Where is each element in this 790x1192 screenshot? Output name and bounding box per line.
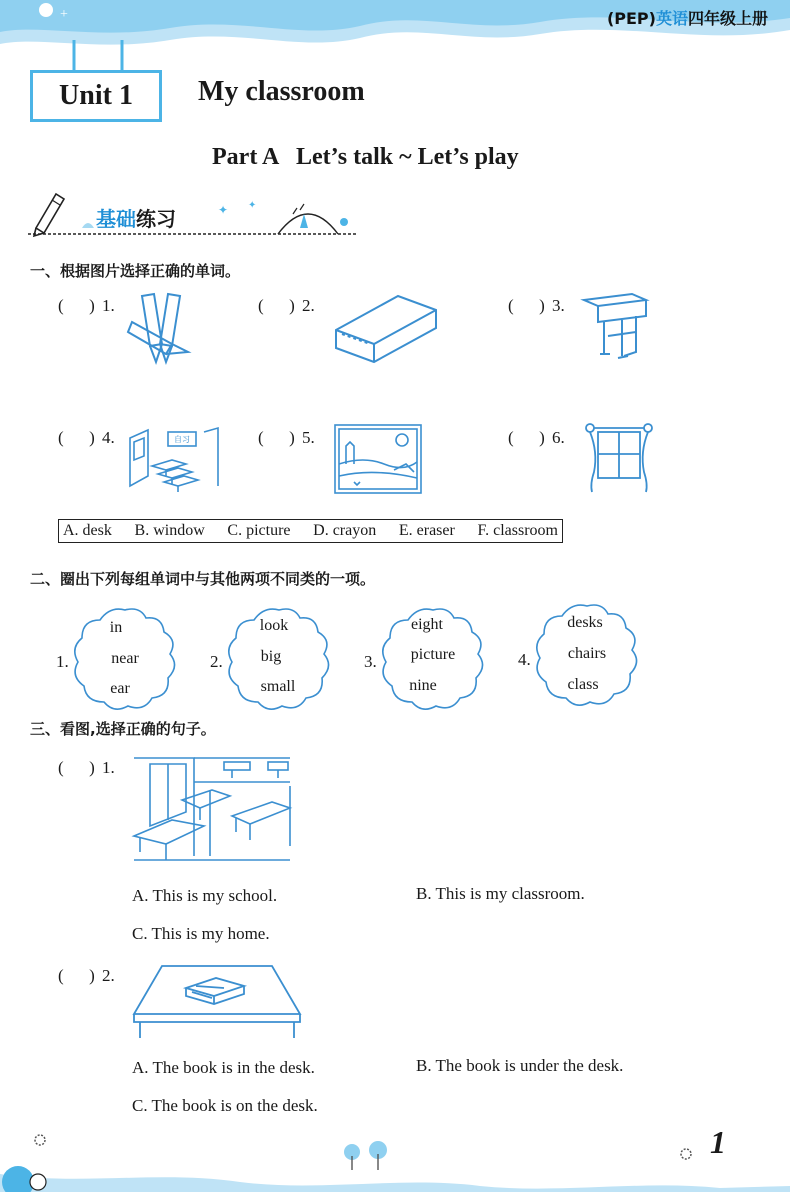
q2-word[interactable]: nine <box>409 677 437 694</box>
series-subject: 英语 <box>655 9 688 28</box>
q1-answer-blank-3[interactable]: ( ) <box>508 296 545 315</box>
word-bank <box>58 519 563 543</box>
q1-item-num-2: 2. <box>302 296 315 315</box>
picture-illustration <box>334 424 422 494</box>
page-number: 1 <box>710 1124 726 1160</box>
part-title: Part A Let’s talk ~ Let’s play <box>212 144 519 170</box>
section-title-b: 练习 <box>136 207 176 231</box>
q2-word[interactable]: chairs <box>567 645 607 662</box>
q2-word[interactable]: small <box>260 678 296 695</box>
q1-answer-blank-1[interactable]: ( ) <box>58 296 95 315</box>
section-title-a: 基础 <box>96 207 136 231</box>
q3-heading: 三、看图,选择正确的句子。 <box>30 720 216 738</box>
q3-2-option-b[interactable]: B. The book is under the desk. <box>416 1056 624 1075</box>
q1-item-num-3: 3. <box>552 296 565 315</box>
q3-item-num-1: 1. <box>102 758 115 777</box>
q3-answer-blank-2[interactable]: ( ) <box>58 966 95 985</box>
q2-word-flower-2 <box>224 604 334 714</box>
q1-item-num-5: 5. <box>302 428 315 447</box>
word-bank-option: D. crayon <box>313 522 377 539</box>
q3-1-option-b[interactable]: B. This is my classroom. <box>416 884 585 903</box>
series-grade: 四年级上册 <box>687 9 768 28</box>
q2-word[interactable]: look <box>259 617 289 634</box>
eraser-illustration <box>334 292 438 364</box>
q2-word-flower-3 <box>378 604 488 714</box>
classroom-illustration <box>128 426 220 494</box>
classroom-scene-illustration <box>132 756 292 864</box>
book-on-desk-illustration <box>132 964 302 1040</box>
q2-group-num-4: 4. <box>518 650 531 669</box>
q2-group-num-2: 2. <box>210 652 223 671</box>
q3-item-num-2: 2. <box>102 966 115 985</box>
q2-word[interactable]: in <box>109 619 123 636</box>
section-banner-decoration <box>28 188 358 238</box>
q3-1-option-c[interactable]: C. This is my home. <box>132 924 270 943</box>
tree-icon <box>344 1141 387 1170</box>
svg-text:✦: ✦ <box>218 203 229 217</box>
word-bank-option: B. window <box>134 522 205 539</box>
q2-word[interactable]: eight <box>411 616 443 633</box>
q2-word-flower-1 <box>70 604 180 714</box>
q2-heading: 二、圈出下列每组单词中与其他两项不同类的一项。 <box>30 570 376 588</box>
window-illustration <box>584 422 654 494</box>
q3-answer-blank-1[interactable]: ( ) <box>58 758 95 777</box>
gear-icon <box>35 1135 45 1145</box>
q1-item-num-6: 6. <box>552 428 565 447</box>
q2-group-num-1: 1. <box>56 652 69 671</box>
q3-2-option-a[interactable]: A. The book is in the desk. <box>132 1058 315 1077</box>
q3-2-option-c[interactable]: C. The book is on the desk. <box>132 1096 318 1115</box>
word-bank-option: C. picture <box>227 522 291 539</box>
unit-label: Unit 1 <box>59 80 133 111</box>
q1-answer-blank-2[interactable]: ( ) <box>258 296 295 315</box>
classroom-sign-text: 自习 <box>174 435 190 444</box>
series-prefix: (PEP) <box>606 9 656 28</box>
q1-answer-blank-6[interactable]: ( ) <box>508 428 545 447</box>
q1-item-num-1: 1. <box>102 296 115 315</box>
q3-1-option-a[interactable]: A. This is my school. <box>132 886 278 905</box>
bottom-decoration <box>0 1130 790 1192</box>
q2-word[interactable]: big <box>260 648 282 665</box>
q2-word[interactable]: near <box>111 650 139 667</box>
q2-group-num-3: 3. <box>364 652 377 671</box>
q1-item-num-4: 4. <box>102 428 115 447</box>
q2-word[interactable]: class <box>567 676 599 693</box>
unit-label-box <box>30 70 162 122</box>
q2-word-flower-4 <box>532 600 642 710</box>
crayon-illustration <box>128 292 192 366</box>
word-bank-option: E. eraser <box>398 522 455 539</box>
q1-heading: 一、根据图片选择正确的单词。 <box>30 262 241 280</box>
hanging-strings-decoration <box>60 40 140 72</box>
q1-answer-blank-5[interactable]: ( ) <box>258 428 295 447</box>
pencil-icon <box>34 194 64 236</box>
svg-text:+: + <box>60 7 68 22</box>
q2-word[interactable]: ear <box>110 680 130 697</box>
section-title <box>96 203 176 232</box>
q2-word[interactable]: picture <box>410 646 456 663</box>
gear-icon <box>681 1149 691 1159</box>
unit-title: My classroom <box>198 76 365 107</box>
q1-answer-blank-4[interactable]: ( ) <box>58 428 95 447</box>
svg-text:✦: ✦ <box>248 200 257 211</box>
word-bank-option: A. desk <box>63 522 112 539</box>
series-label <box>607 6 768 29</box>
q2-word[interactable]: desks <box>567 614 603 631</box>
desk-illustration <box>582 292 648 362</box>
word-bank-option: F. classroom <box>477 522 558 539</box>
